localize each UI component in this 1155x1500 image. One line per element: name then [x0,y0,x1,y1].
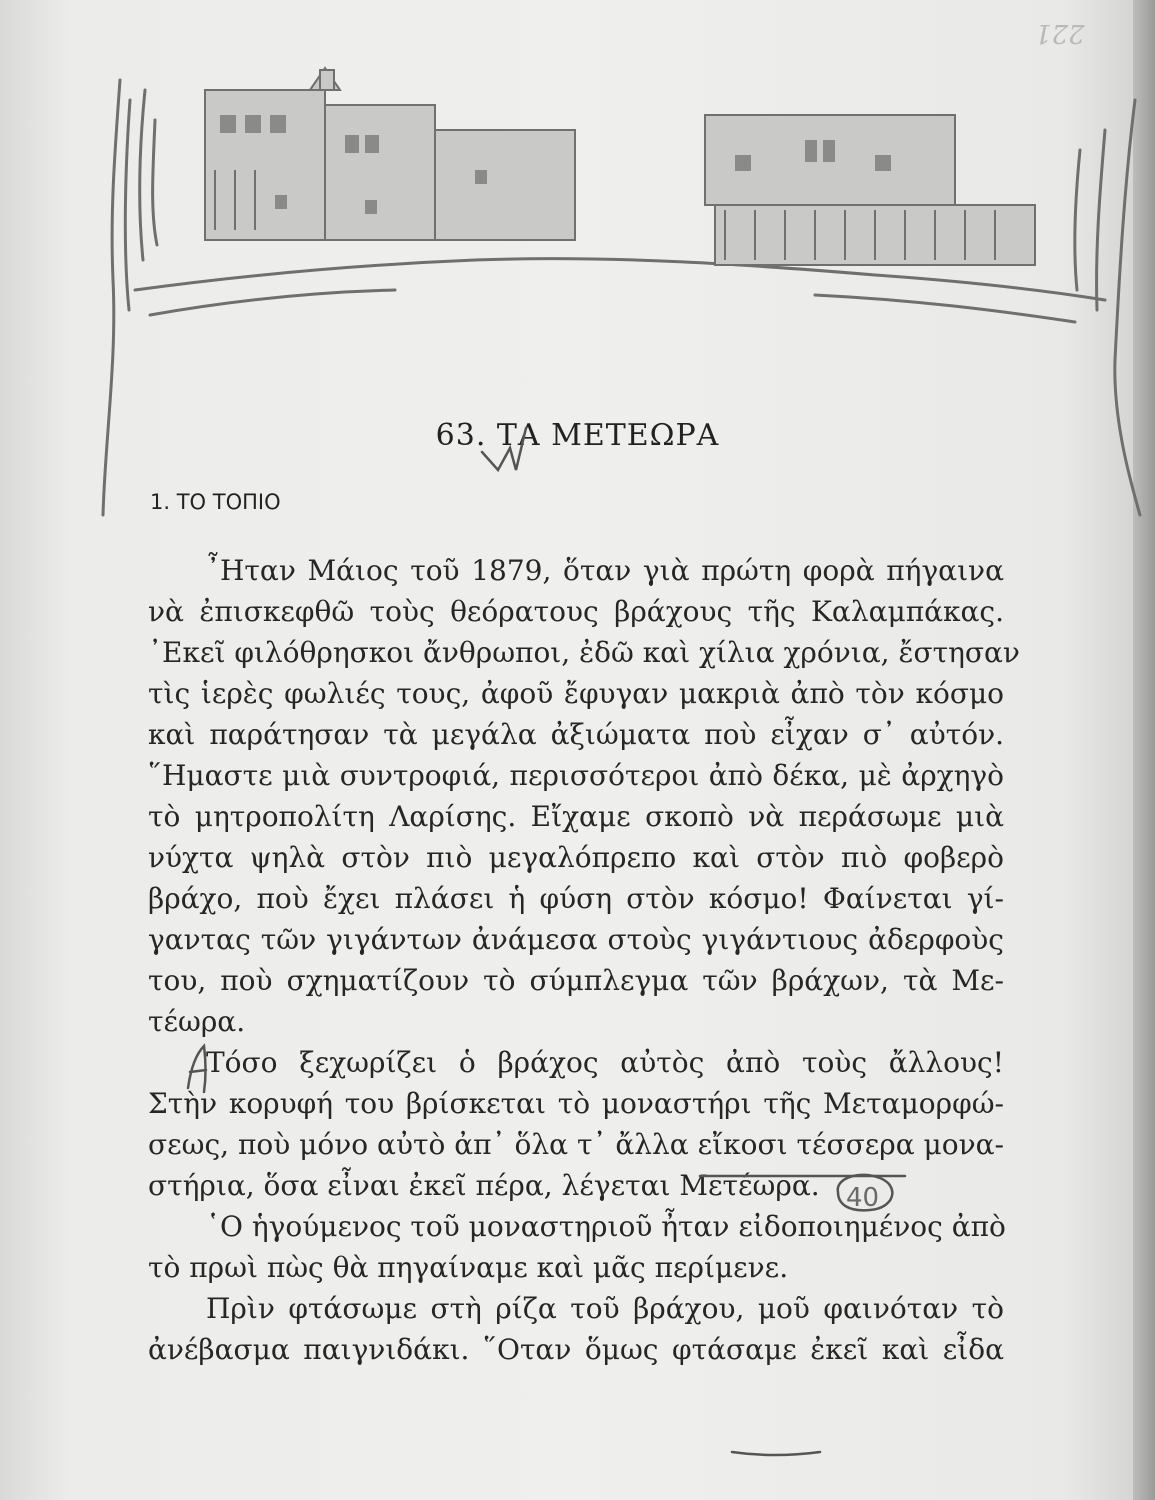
text-line: Τόσο ξεχωρίζει ὁ βράχος αὐτὸς ἀπὸ τοὺς ἄλλους! [206,1046,1004,1079]
text-line: νύχτα ψηλὰ στὸν πιὸ μεγαλόπρεπο καὶ στὸν πιὸ φοβερὸ [148,841,1004,874]
page-number-faded: 221 [1035,18,1085,48]
text-line: ᾿Εκεῖ φιλόθρησκοι ἄνθρωποι, ἐδῶ καὶ χίλια χρόνια, ἔστησαν [148,636,1020,669]
text-line: καὶ παράτησαν τὰ μεγάλα ἀξιώματα ποὺ εἶχαν σ᾿ αὐτόν. [148,718,1004,751]
text-line: γαντας τῶν γιγάντων ἀνάμεσα στοὺς γιγάντιους ἀδερφοὺς [148,923,1004,956]
section-title: 1. ΤΟ ΤΟΠΙΟ [150,490,281,514]
text-line: στήρια, ὅσα εἶναι ἐκεῖ πέρα, λέγεται Μετέωρα. [148,1169,820,1202]
text-line: Στὴν κορυφή του βρίσκεται τὸ μοναστήρι τῆς Μεταμορφώ- [148,1087,1004,1120]
text-line: σεως, ποὺ μόνο αὐτὸ ἀπ᾿ ὅλα τ᾿ ἄλλα εἴκοσι τέσσερα μονα- [148,1128,1004,1161]
text-line: Πρὶν φτάσωμε στὴ ρίζα τοῦ βράχου, μοῦ φαινόταν τὸ [206,1292,1004,1325]
text-line: νὰ ἐπισκεφθῶ τοὺς θεόρατους βράχους τῆς Καλαμπάκας. [148,595,1004,628]
chapter-title [0,418,1155,453]
text-line: του, ποὺ σχηματίζουν τὸ σύμπλεγμα τῶν βράχων, τὰ Με- [148,964,1004,997]
pencil-margin-number: 40 [846,1183,880,1213]
building-left-block [205,90,325,240]
chapter-title-text: 63. ΤΑ ΜΕΤΕΩΡΑ [435,418,720,453]
text-line: ῏Ηταν Μάιος τοῦ 1879, ὅταν γιὰ πρώτη φορὰ πήγαινα [206,554,1004,587]
text-line: βράχο, ποὺ ἔχει πλάσει ἡ φύση στὸν κόσμο! Φαίνεται γί- [148,882,1004,915]
body-text [148,550,1020,1370]
text-line: τέωρα. [148,1005,246,1038]
text-line: ἀνέβασμα παιγνιδάκι. ῞Οταν ὅμως φτάσαμε ἐκεῖ καὶ εἶδα [148,1333,1004,1366]
text-line: ῞Ημαστε μιὰ συντροφιά, περισσότεροι ἀπὸ δέκα, μὲ ἀρχηγὸ [148,759,1004,792]
text-line: τὸ μητροπολίτη Λαρίσης. Εἴχαμε σκοπὸ νὰ περάσωμε μιὰ [148,800,1004,833]
text-line: τὸ πρωὶ πὼς θὰ πηγαίναμε καὶ μᾶς περίμενε. [148,1251,789,1284]
text-line: ῾Ο ἡγούμενος τοῦ μοναστηριοῦ ἦταν εἰδοποιημένος ἀπὸ [206,1210,1006,1243]
text-line: τὶς ἱερὲς φωλιές τους, ἀφοῦ ἔφυγαν μακριὰ ἀπὸ τὸν κόσμο [148,677,1004,710]
